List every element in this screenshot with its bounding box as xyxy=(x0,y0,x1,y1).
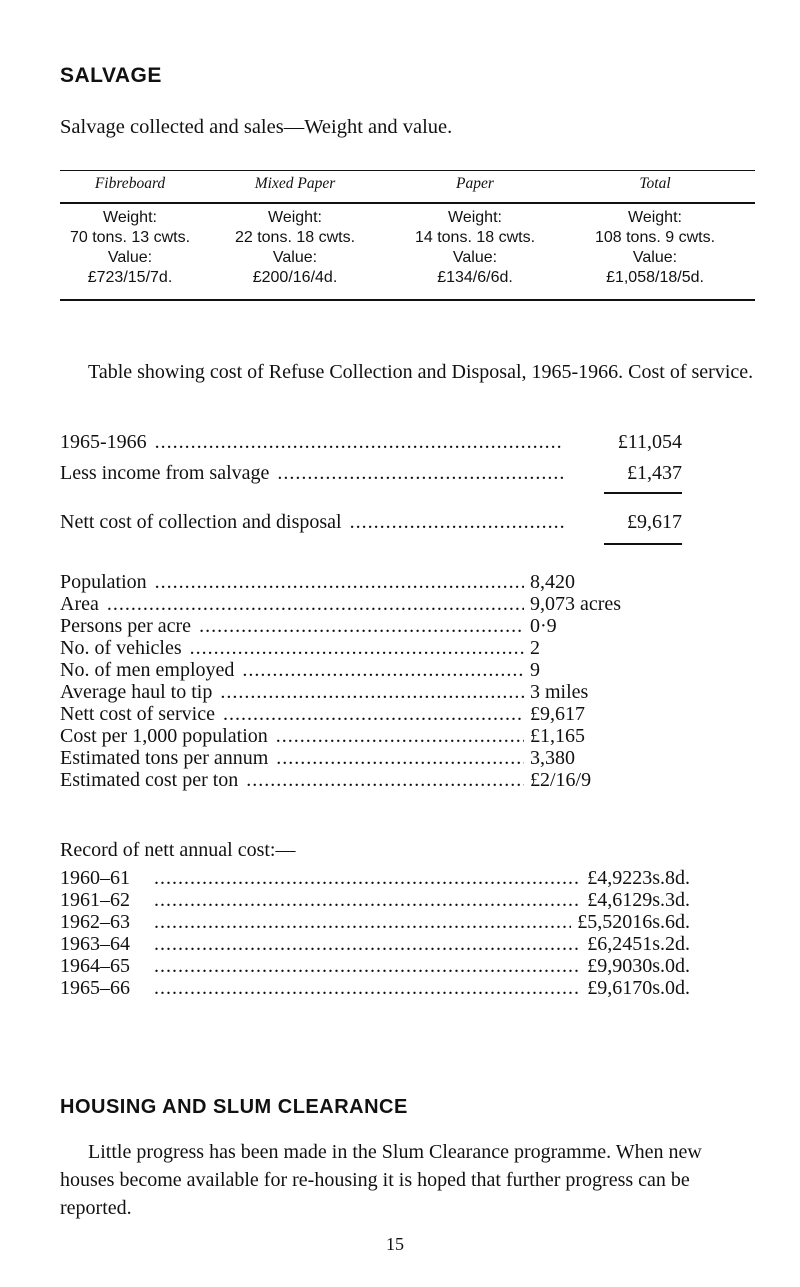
page-number: 15 xyxy=(386,1234,404,1254)
list-item: Population ..... 8,420 xyxy=(60,570,690,594)
list-item: Cost per 1,000 population ..... £1,165 xyxy=(60,724,690,748)
table-header-rule xyxy=(60,202,755,204)
table-header-row xyxy=(60,175,755,197)
list-item: No. of vehicles ..... 2 xyxy=(60,636,690,660)
housing-heading: HOUSING AND SLUM CLEARANCE xyxy=(60,1096,408,1118)
mixed-paper-cell: Weight: 22 tons. 18 cwts. Value: £200/16/4d. xyxy=(234,209,356,286)
header-fibreboard: Fibreboard xyxy=(94,175,166,192)
list-item: Area ..... 9,073 acres xyxy=(60,592,690,616)
list-item: Estimated cost per ton ..... £2/16/9 xyxy=(60,768,690,792)
table-row: 1962–63 ..... £5,520 16s. 6d. xyxy=(60,910,690,934)
header-total: Total xyxy=(639,175,671,192)
cost-row: Less income from salvage ..... £1,437 xyxy=(60,461,682,485)
list-item: Average haul to tip ..... 3 miles xyxy=(60,680,690,704)
header-paper: Paper xyxy=(456,175,494,192)
sum-rule xyxy=(604,492,682,494)
list-item: No. of men employed ..... 9 xyxy=(60,658,690,682)
salvage-heading: SALVAGE xyxy=(60,64,162,87)
list-item: Persons per acre ..... 0·9 xyxy=(60,614,690,638)
refuse-intro: Table showing cost of Refuse Collection and Disposal, 1965-1966. Cost of service. xyxy=(88,361,754,383)
table-row: 1961–62 ..... £4,612 9s. 3d. xyxy=(60,888,690,912)
header-mixed-paper: Mixed Paper xyxy=(254,175,336,192)
paper-cell: Weight: 14 tons. 18 cwts. Value: £134/6/6d. xyxy=(414,209,536,286)
table-row: 1965–66 ..... £9,617 0s. 0d. xyxy=(60,976,690,1000)
table-row: 1960–61 ..... £4,922 3s. 8d. xyxy=(60,866,690,890)
table-top-rule xyxy=(60,170,755,171)
fibreboard-cell: Weight: 70 tons. 13 cwts. Value: £723/15/7d. xyxy=(69,209,191,286)
table-bottom-rule xyxy=(60,299,755,301)
nett-cost-row: Nett cost of collection and disposal ..... £9,617 xyxy=(60,510,682,534)
list-item: Nett cost of service ..... £9,617 xyxy=(60,702,690,726)
total-cell: Weight: 108 tons. 9 cwts. Value: £1,058/18/5d. xyxy=(594,209,716,286)
total-rule xyxy=(604,543,682,545)
housing-text: Little progress has been made in the Slum Clearance programme. When new houses become available for re-housing it is hoped that further progress can be reported. xyxy=(60,1141,702,1219)
table-row: 1963–64 ..... £6,245 1s. 2d. xyxy=(60,932,690,956)
cost-row: 1965-1966 ..... £11,054 xyxy=(60,430,682,454)
table-row: 1964–65 ..... £9,903 0s. 0d. xyxy=(60,954,690,978)
record-heading: Record of nett annual cost:— xyxy=(60,839,296,861)
salvage-subtitle: Salvage collected and sales—Weight and value. xyxy=(60,116,453,138)
list-item: Estimated tons per annum ..... 3,380 xyxy=(60,746,690,770)
